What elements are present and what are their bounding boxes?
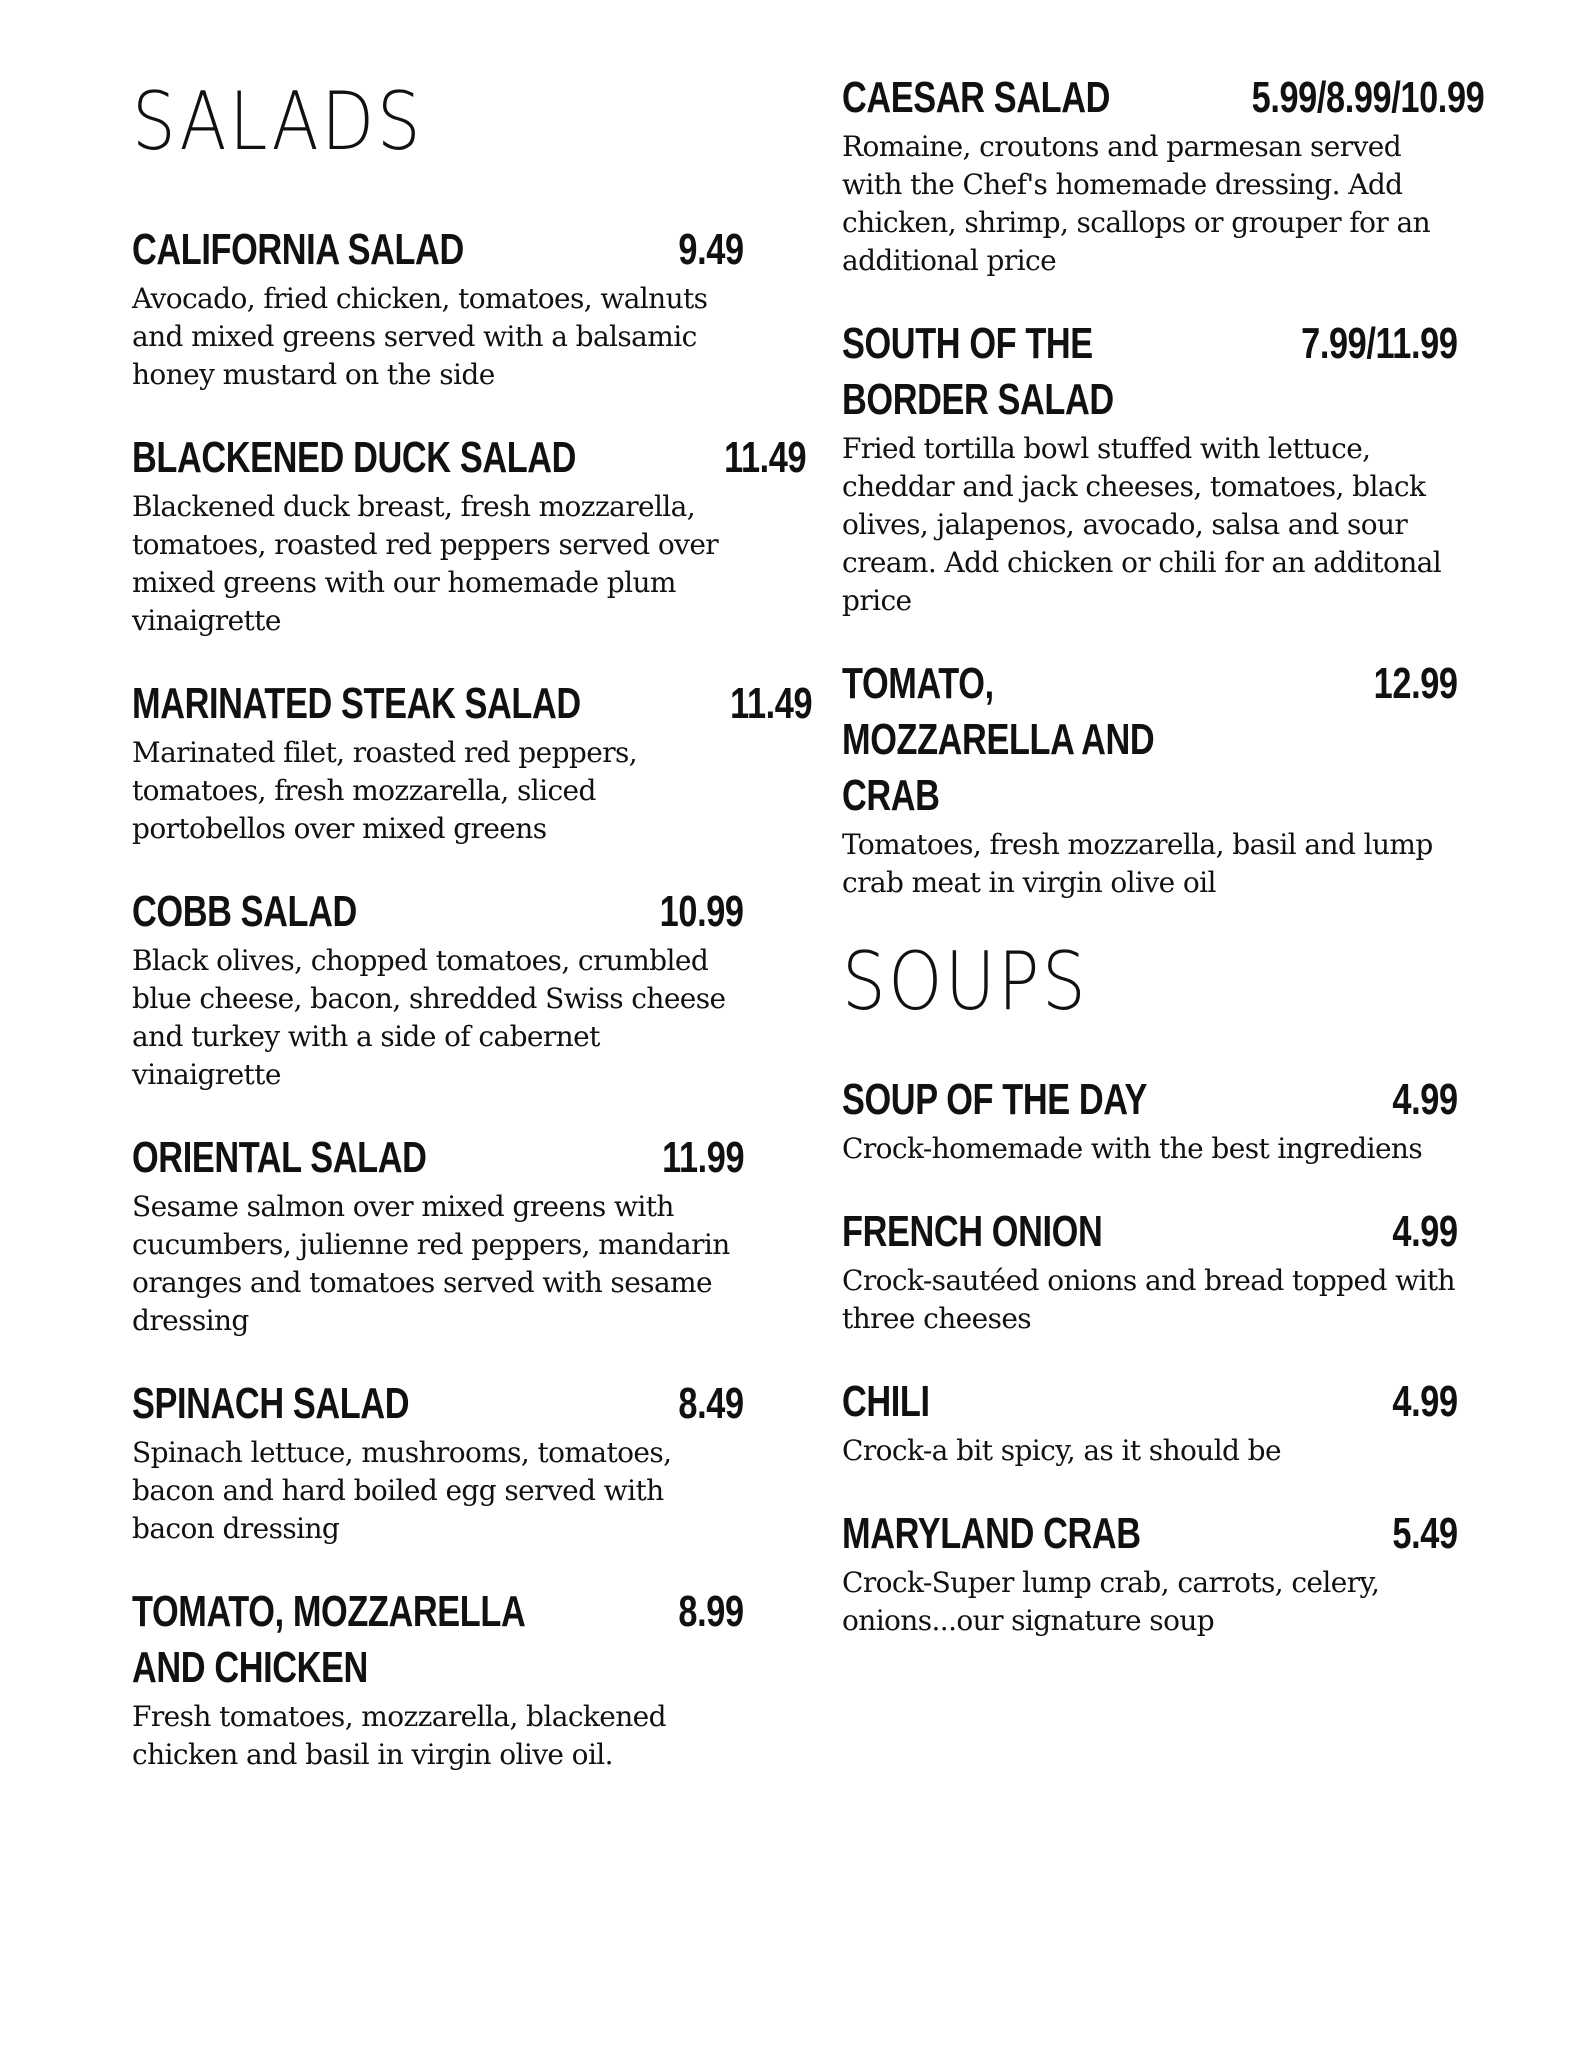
item-description: Crock-Super lump crab, carrots, celery, onions...our signature soup: [842, 1566, 1380, 1637]
item-name: CALIFORNIA SALAD: [132, 225, 464, 274]
menu-item-marinated-steak-salad: [132, 676, 813, 848]
item-name: TOMATO, MOZZARELLA AND CHICKEN: [132, 1587, 525, 1692]
item-description: Spinach lettuce, mushrooms, tomatoes, bacon and hard boiled egg served with bacon dressing: [132, 1436, 672, 1545]
soups-heading: SOUPS: [842, 935, 1089, 1028]
item-description: Marinated filet, roasted red peppers, tomatoes, fresh mozzarella, sliced portobellos over mixed greens: [132, 736, 638, 845]
item-price: 5.49: [1392, 1509, 1458, 1558]
item-name: ORIENTAL SALAD: [132, 1133, 427, 1182]
salads-heading: SALADS: [132, 75, 424, 168]
item-name: MARYLAND CRAB: [842, 1509, 1141, 1558]
menu-item-french-onion: [842, 1204, 1458, 1338]
menu-item-california-salad: [132, 222, 744, 394]
item-description: Fried tortilla bowl stuffed with lettuce, cheddar and jack cheeses, tomatoes, black olives, jalapenos, avocado, salsa and sour cream. Add chicken or chili for an additonal price: [842, 432, 1442, 617]
menu-item-chili: [842, 1374, 1458, 1470]
item-name: COBB SALAD: [132, 887, 357, 936]
item-price: 11.99: [661, 1133, 744, 1182]
item-name: CHILI: [842, 1377, 930, 1426]
item-description: Black olives, chopped tomatoes, crumbled blue cheese, bacon, shredded Swiss cheese and turkey with a side of cabernet vinaigrette: [132, 944, 726, 1091]
right-column: [842, 70, 1484, 1676]
menu-item-tomato-mozzarella-crab: [842, 656, 1458, 902]
item-price: 9.49: [678, 225, 744, 274]
item-price: 10.99: [660, 887, 744, 936]
item-price: 5.99/8.99/10.99: [1251, 73, 1484, 122]
item-name: FRENCH ONION: [842, 1207, 1103, 1256]
item-name: SOUTH OF THE BORDER SALAD: [842, 319, 1114, 424]
menu-item-caesar-salad: [842, 70, 1484, 280]
item-price: 7.99/11.99: [1301, 319, 1458, 368]
item-name: MARINATED STEAK SALAD: [132, 679, 581, 728]
item-description: Romaine, croutons and parmesan served with the Chef's homemade dressing. Add chicken, shrimp, scallops or grouper for an additional price: [842, 130, 1430, 277]
item-price: 4.99: [1392, 1075, 1458, 1124]
item-description: Avocado, fried chicken, tomatoes, walnuts and mixed greens served with a balsamic honey mustard on the side: [132, 282, 708, 391]
item-price: 8.49: [678, 1379, 744, 1428]
item-description: Tomatoes, fresh mozzarella, basil and lump crab meat in virgin olive oil: [842, 828, 1433, 899]
menu-item-maryland-crab: [842, 1506, 1458, 1640]
menu-item-oriental-salad: [132, 1130, 744, 1340]
item-description: Sesame salmon over mixed greens with cucumbers, julienne red peppers, mandarin oranges and tomatoes served with sesame dressing: [132, 1190, 730, 1337]
item-price: 11.49: [724, 433, 807, 482]
menu-item-tomato-mozzarella-chicken: [132, 1584, 744, 1774]
item-name: BLACKENED DUCK SALAD: [132, 433, 577, 482]
item-description: Crock-sautéed onions and bread topped with three cheeses: [842, 1264, 1455, 1335]
item-name: CAESAR SALAD: [842, 73, 1110, 122]
item-description: Fresh tomatoes, mozzarella, blackened chicken and basil in virgin olive oil.: [132, 1700, 666, 1771]
item-price: 12.99: [1374, 659, 1458, 708]
menu-item-cobb-salad: [132, 884, 744, 1094]
menu-item-south-of-the-border-salad: [842, 316, 1458, 620]
menu-item-blackened-duck-salad: [132, 430, 807, 640]
item-name: SOUP OF THE DAY: [842, 1075, 1148, 1124]
item-name: TOMATO, MOZZARELLA AND CRAB: [842, 659, 1155, 820]
menu-item-spinach-salad: [132, 1376, 744, 1548]
item-price: 4.99: [1392, 1377, 1458, 1426]
item-price: 11.49: [730, 679, 813, 728]
item-price: 4.99: [1392, 1207, 1458, 1256]
item-name: SPINACH SALAD: [132, 1379, 410, 1428]
item-description: Crock-a bit spicy, as it should be: [842, 1434, 1281, 1467]
item-price: 8.99: [678, 1587, 744, 1636]
item-description: Crock-homemade with the best ingrediens: [842, 1132, 1423, 1165]
menu-item-soup-of-the-day: [842, 1072, 1458, 1168]
item-description: Blackened duck breast, fresh mozzarella, tomatoes, roasted red peppers served over mixed greens with our homemade plum vinaigrette: [132, 490, 719, 637]
left-column: [132, 70, 813, 1810]
